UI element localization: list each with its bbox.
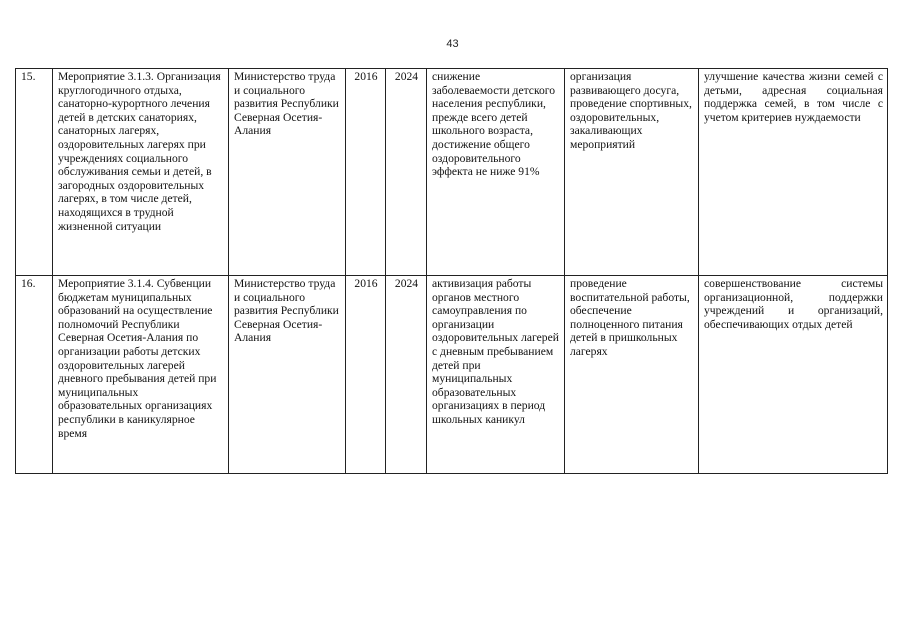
expected-result-cell — [427, 276, 565, 474]
indicator-link-text: совершенствование системы организационной, поддержки учреждений и организаций, обеспечивающих отдых детей — [704, 277, 883, 331]
main-directions-cell — [565, 69, 699, 276]
row-number: 15. — [16, 69, 53, 276]
start-year: 2016 — [346, 69, 386, 276]
executor-text: Министерство труда и социального развития Республики Северная Осетия-Алания — [234, 70, 339, 138]
indicator-link-text: улучшение качества жизни семей с детьми, адресная социальная поддержка семей, в том числе с учетом критериев нуждаемости — [704, 70, 883, 124]
measure-cell — [53, 276, 229, 474]
expected-result-text: снижение заболеваемости детского населения республики, прежде всего детей школьного возраста, достижение общего оздоровительного эффекта не ниже 91% — [432, 70, 556, 179]
table-row — [16, 69, 888, 276]
program-measures-table — [15, 68, 888, 474]
start-year: 2016 — [346, 276, 386, 474]
end-year: 2024 — [386, 69, 427, 276]
indicator-link-cell — [699, 69, 888, 276]
row-number: 16. — [16, 276, 53, 474]
expected-result-cell — [427, 69, 565, 276]
measure-text: Мероприятие 3.1.4. Субвенции бюджетам муниципальных образований на осуществление полномочий Республики Северная Осетия-Алания по организации работы детских оздоровительных лагерей дневного пребывания детей при муниципальных образовательных организациях республики в каникулярное время — [58, 277, 217, 440]
expected-result-text: активизация работы органов местного самоуправления по организации оздоровительных лагерей с дневным пребыванием детей при муниципальных образовательных организациях в период школьных каникул — [432, 277, 559, 426]
page-number: 43 — [446, 38, 459, 50]
indicator-link-cell — [699, 276, 888, 474]
measure-cell — [53, 69, 229, 276]
executor-text: Министерство труда и социального развития Республики Северная Осетия-Алания — [234, 277, 339, 345]
main-directions-text: проведение воспитательной работы, обеспечение полноценного питания детей в пришкольных лагерях — [570, 277, 690, 358]
main-directions-text: организация развивающего досуга, проведение спортивных, оздоровительных, закаливающих мероприятий — [570, 70, 692, 151]
executor-cell — [229, 69, 346, 276]
executor-cell — [229, 276, 346, 474]
main-directions-cell — [565, 276, 699, 474]
end-year: 2024 — [386, 276, 427, 474]
measure-text: Мероприятие 3.1.3. Организация круглогодичного отдыха, санаторно-курортного лечения детей в детских санаториях, санаторных лагерях, оздоровительных лагерях при учреждениях социального обслуживания семьи и детей, в загородных оздоровительных лагерях, в том числе детей, находящихся в трудной жизненной ситуации — [58, 70, 221, 233]
table-row — [16, 276, 888, 474]
